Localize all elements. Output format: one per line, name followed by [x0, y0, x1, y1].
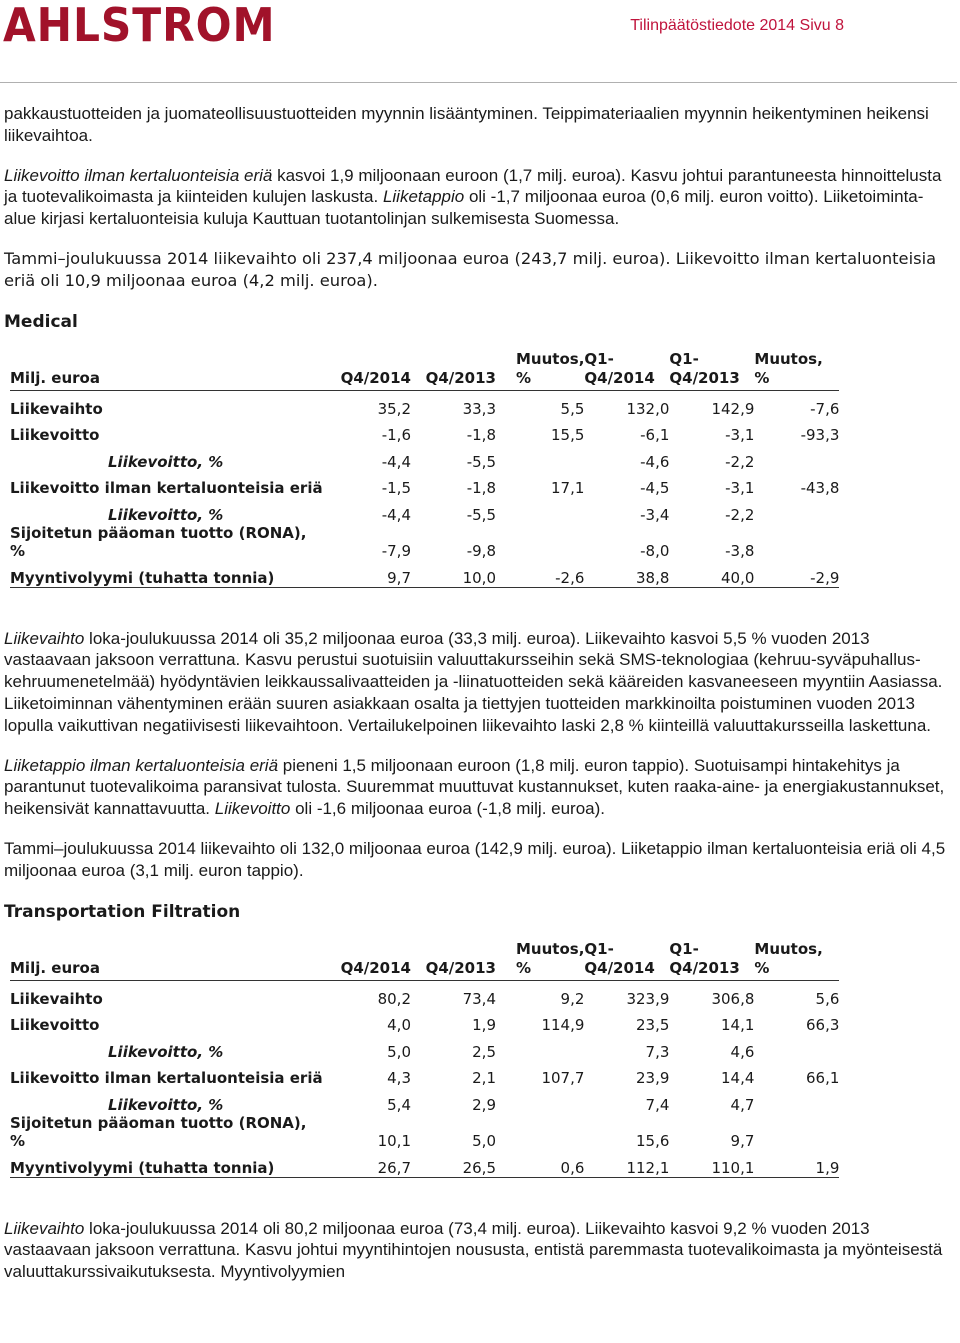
table-header-row — [10, 937, 839, 981]
table-cell — [754, 1114, 839, 1150]
table-cell: -9,8 — [466, 542, 496, 561]
col-header-q4-2014: Q4/2014 — [340, 959, 411, 978]
text-run: oli -1,6 miljoonaa euroa (-1,8 milj. euroa). — [290, 799, 606, 819]
table-cell: 14,4 — [720, 1069, 755, 1088]
table-cell: 2,5 — [472, 1042, 496, 1061]
row-label: Liikevoitto, % — [108, 1096, 224, 1115]
table-cell: -1,6 — [381, 426, 411, 445]
table-cell: -1,8 — [466, 426, 496, 445]
italic-term: Liiketappio ilman kertaluonteisia eriä — [4, 755, 279, 775]
row-label: Liikevaihto — [10, 989, 103, 1008]
table-cell: 4,6 — [730, 1042, 755, 1061]
table-cell: 4,0 — [387, 1016, 411, 1035]
table-row — [10, 391, 839, 418]
col-header-fy-2014: Q1-Q4/2014 — [584, 350, 655, 388]
intro-paragraph-1: pakkaustuotteiden ja juomateollisuustuotteiden myynnin lisääntyminen. Teippimateriaalien myynnin heikentyminen heikensi liikevaihtoa. — [4, 104, 929, 145]
table-cell: 14,1 — [720, 1016, 755, 1035]
table-row — [10, 471, 839, 498]
row-label: Liikevoitto ilman kertaluonteisia eriä — [10, 479, 323, 498]
table-cell: -5,5 — [466, 506, 496, 525]
table-cell: 114,9 — [541, 1016, 585, 1035]
row-label: Liikevoitto, % — [108, 506, 224, 525]
row-label: Sijoitetun pääoman tuotto (RONA), % — [10, 1114, 307, 1151]
table-cell: 5,4 — [387, 1096, 411, 1115]
col-header-q4-2013: Q4/2013 — [425, 369, 496, 388]
transportation-table — [10, 937, 839, 1178]
medical-commentary — [4, 628, 954, 882]
table-row — [10, 1114, 839, 1150]
table-cell: 7,4 — [645, 1096, 670, 1115]
table-cell: 7,3 — [645, 1042, 670, 1061]
table-row — [10, 1008, 839, 1035]
table-cell: -2,6 — [555, 568, 585, 587]
table-cell: -2,2 — [725, 506, 755, 525]
col-header-fy-2013: Q1-Q4/2013 — [669, 350, 740, 388]
table-cell: 38,8 — [635, 568, 670, 587]
table-cell: -4,5 — [640, 479, 670, 498]
table-cell: -3,8 — [725, 542, 755, 561]
text-run: loka-joulukuussa 2014 oli 80,2 miljoonaa euroa (73,4 milj. euroa). Liikevaihto kasvoi 9,2 % vuoden 2013 vastaavaan jaksoon verrattuna. Kasvu johtui myyntihintojen noususta, entistä paremmasta tuotevalikoimasta ja myönteisestä valuuttakurssivaikutuksesta. Myyntivolyymien — [4, 1218, 943, 1282]
row-label: Myyntivolyymi (tuhatta tonnia) — [10, 568, 275, 587]
medical-paragraph-2 — [4, 755, 954, 820]
table-row — [10, 981, 839, 1008]
table-cell — [496, 524, 584, 560]
table-cell: 9,2 — [560, 989, 585, 1008]
table-cell: 23,5 — [635, 1016, 670, 1035]
text-run: kasvoi 1,9 miljoonaan euroon (1,7 milj. euroa). Kasvu johtui parantuneesta hinnoittelusta ja tuotevalikoimasta ja kiinteiden kulujen laskusta. — [4, 165, 942, 207]
table-cell: 9,7 — [387, 568, 411, 587]
table-cell: 10,0 — [462, 568, 496, 587]
col-header-label: Milj. euroa — [10, 369, 100, 388]
row-label: Myyntivolyymi (tuhatta tonnia) — [10, 1158, 275, 1177]
row-label: Liikevoitto — [10, 1016, 100, 1035]
table-row — [10, 418, 839, 445]
col-header-change: Muutos, % — [516, 350, 585, 388]
row-label: Liikevoitto ilman kertaluonteisia eriä — [10, 1069, 323, 1088]
row-label: Liikevoitto — [10, 426, 100, 445]
col-header-q4-2014: Q4/2014 — [340, 369, 411, 388]
table-cell: -1,8 — [466, 479, 496, 498]
row-label: Liikevoitto, % — [108, 452, 224, 471]
medical-paragraph-3: Tammi–joulukuussa 2014 liikevaihto oli 132,0 miljoonaa euroa (142,9 milj. euroa). Liiketappio ilman kertaluonteisia eriä oli 4,5 miljoonaa euroa (3,1 milj. euron tappio). — [4, 839, 946, 880]
table-cell: 15,5 — [550, 426, 585, 445]
table-cell: 0,6 — [560, 1158, 585, 1177]
table-cell — [754, 1034, 839, 1061]
table-cell: 5,6 — [815, 989, 840, 1008]
table-cell: -7,9 — [381, 542, 411, 561]
table-cell: 2,1 — [472, 1069, 496, 1088]
medical-paragraph-1 — [4, 628, 954, 737]
table-cell: 110,1 — [711, 1158, 755, 1177]
italic-term: Liikevaihto — [4, 628, 85, 648]
italic-term: Liikevaihto — [4, 1218, 85, 1238]
table-cell — [754, 1087, 839, 1114]
italic-term: Liiketappio — [382, 187, 465, 207]
ahlstrom-logo: AHLSTROM — [3, 0, 276, 52]
table-cell: -4,4 — [381, 506, 411, 525]
italic-term: Liikevoitto ilman kertaluonteisia eriä — [4, 165, 273, 185]
table-cell: 15,6 — [635, 1132, 670, 1151]
text-run: pieneni 1,5 miljoonaan euroon (1,8 milj. euron tappio). Suotuisampi hintakehitys ja parantunut tuotevalikoima paransivat tulosta. Suuremmat muuttuvat kustannukset, kuten raaka-aine- ja energiakustannukset, heikensivät kannattavuutta. — [4, 755, 945, 819]
table-cell: 1,9 — [815, 1158, 840, 1177]
intro-section — [4, 103, 954, 292]
page-content — [4, 103, 954, 1283]
table-cell: -7,6 — [810, 399, 840, 418]
transportation-paragraph-1 — [4, 1218, 954, 1283]
table-row — [10, 524, 839, 560]
table-cell: 40,0 — [720, 568, 755, 587]
row-label: Liikevoitto, % — [108, 1042, 224, 1061]
table-cell: 132,0 — [626, 399, 670, 418]
table-row — [10, 560, 839, 587]
table-cell: 107,7 — [541, 1069, 585, 1088]
header-divider — [0, 82, 957, 83]
col-header-q4-2013: Q4/2013 — [425, 959, 496, 978]
table-cell: -3,1 — [725, 479, 755, 498]
table-cell: -2,9 — [810, 568, 840, 587]
row-label: Liikevaihto — [10, 399, 103, 418]
table-cell: -4,4 — [381, 452, 411, 471]
table-row — [10, 1087, 839, 1114]
table-header-row — [10, 347, 839, 391]
table-row — [10, 1034, 839, 1061]
table-cell: 323,9 — [626, 989, 670, 1008]
text-run: loka-joulukuussa 2014 oli 35,2 miljoonaa euroa (33,3 milj. euroa). Liikevaihto kasvoi 5,5 % vuoden 2013 vastaavaan jaksoon verrattuna. Kasvu perustui suotuisiin valuuttakursseihin sekä SMS-teknologiaa (kehruu-syväpuhallus-kehruumenetelmää) hyödyntävien leikkaussalivaatteiden ja -liinatuotteiden sekä kääreiden kasvaneeseen myyntiin Aasiassa. Liiketoiminnan vähentyminen erään suuren asiakkaan osalta ja tiettyjen tuotteiden markkinoilta poistuminen vuoden 2013 lopulla vaikuttivan negatiivisesti liikevaihtoon. Vertailukelpoinen liikevaihto laski 2,8 % kiinteillä valuuttakursseilla laskettuna. — [4, 628, 943, 735]
table-cell: 17,1 — [550, 479, 585, 498]
row-label: Sijoitetun pääoman tuotto (RONA), % — [10, 524, 307, 561]
table-cell: 33,3 — [462, 399, 496, 418]
table-cell: 2,9 — [472, 1096, 496, 1115]
table-cell: 10,1 — [377, 1132, 411, 1151]
table-cell: 5,5 — [560, 399, 585, 418]
table-cell — [496, 1034, 584, 1061]
table-cell: 9,7 — [730, 1132, 755, 1151]
col-header-change: Muutos, % — [516, 940, 585, 978]
table-cell: -5,5 — [466, 452, 496, 471]
intro-paragraph-3: Tammi–joulukuussa 2014 liikevaihto oli 237,4 miljoonaa euroa (243,7 milj. euroa). Liikevoitto ilman kertaluonteisia eriä oli 10,9 miljoonaa euroa (4,2 milj. euroa). — [4, 248, 937, 290]
italic-term: Liikevoitto — [214, 799, 291, 819]
table-row — [10, 497, 839, 524]
table-cell — [496, 497, 584, 524]
table-cell: 5,0 — [387, 1042, 411, 1061]
table-cell: -3,1 — [725, 426, 755, 445]
table-cell: 142,9 — [711, 399, 755, 418]
table-cell: -4,6 — [640, 452, 670, 471]
section-title-medical: Medical — [4, 311, 78, 332]
table-cell: -8,0 — [640, 542, 670, 561]
table-cell: 66,3 — [805, 1016, 840, 1035]
table-cell: 4,3 — [387, 1069, 411, 1088]
table-cell: 73,4 — [462, 989, 496, 1008]
table-row — [10, 1061, 839, 1088]
table-cell: -3,4 — [640, 506, 670, 525]
table-cell: 80,2 — [377, 989, 411, 1008]
table-cell — [754, 497, 839, 524]
col-header-fy-2013: Q1-Q4/2013 — [669, 940, 740, 978]
table-cell: -2,2 — [725, 452, 755, 471]
table-cell: 4,7 — [730, 1096, 755, 1115]
table-cell: 112,1 — [626, 1158, 670, 1177]
transportation-commentary — [4, 1218, 954, 1283]
table-row — [10, 1150, 839, 1177]
table-cell — [496, 444, 584, 471]
col-header-change-fy: Muutos, % — [754, 350, 823, 388]
table-cell: 306,8 — [711, 989, 755, 1008]
col-header-fy-2014: Q1-Q4/2014 — [584, 940, 655, 978]
table-cell: 35,2 — [377, 399, 411, 418]
document-header-title: Tilinpäätöstiedote 2014 Sivu 8 — [630, 17, 844, 34]
col-header-label: Milj. euroa — [10, 959, 100, 978]
section-title-transportation: Transportation Filtration — [4, 901, 241, 922]
table-cell: -93,3 — [800, 426, 840, 445]
col-header-change-fy: Muutos, % — [754, 940, 823, 978]
table-cell: 66,1 — [805, 1069, 840, 1088]
table-cell: -6,1 — [640, 426, 670, 445]
text-run: oli -1,7 miljoonaa euroa (0,6 milj. euron voitto). Liiketoiminta-alue kirjasi kertaluonteisia kuluja Kauttuan tuotantolinjan sulkemisesta Suomessa. — [4, 187, 924, 229]
table-cell — [496, 1114, 584, 1150]
table-cell — [496, 1087, 584, 1114]
table-cell: 26,5 — [462, 1158, 496, 1177]
table-cell: -43,8 — [800, 479, 840, 498]
intro-paragraph-2 — [4, 165, 954, 230]
table-cell — [754, 444, 839, 471]
medical-table — [10, 347, 839, 588]
table-cell: -1,5 — [381, 479, 411, 498]
table-cell: 23,9 — [635, 1069, 670, 1088]
table-row — [10, 444, 839, 471]
table-cell: 5,0 — [472, 1132, 496, 1151]
table-cell: 26,7 — [377, 1158, 411, 1177]
table-cell — [754, 524, 839, 560]
table-cell: 1,9 — [472, 1016, 496, 1035]
